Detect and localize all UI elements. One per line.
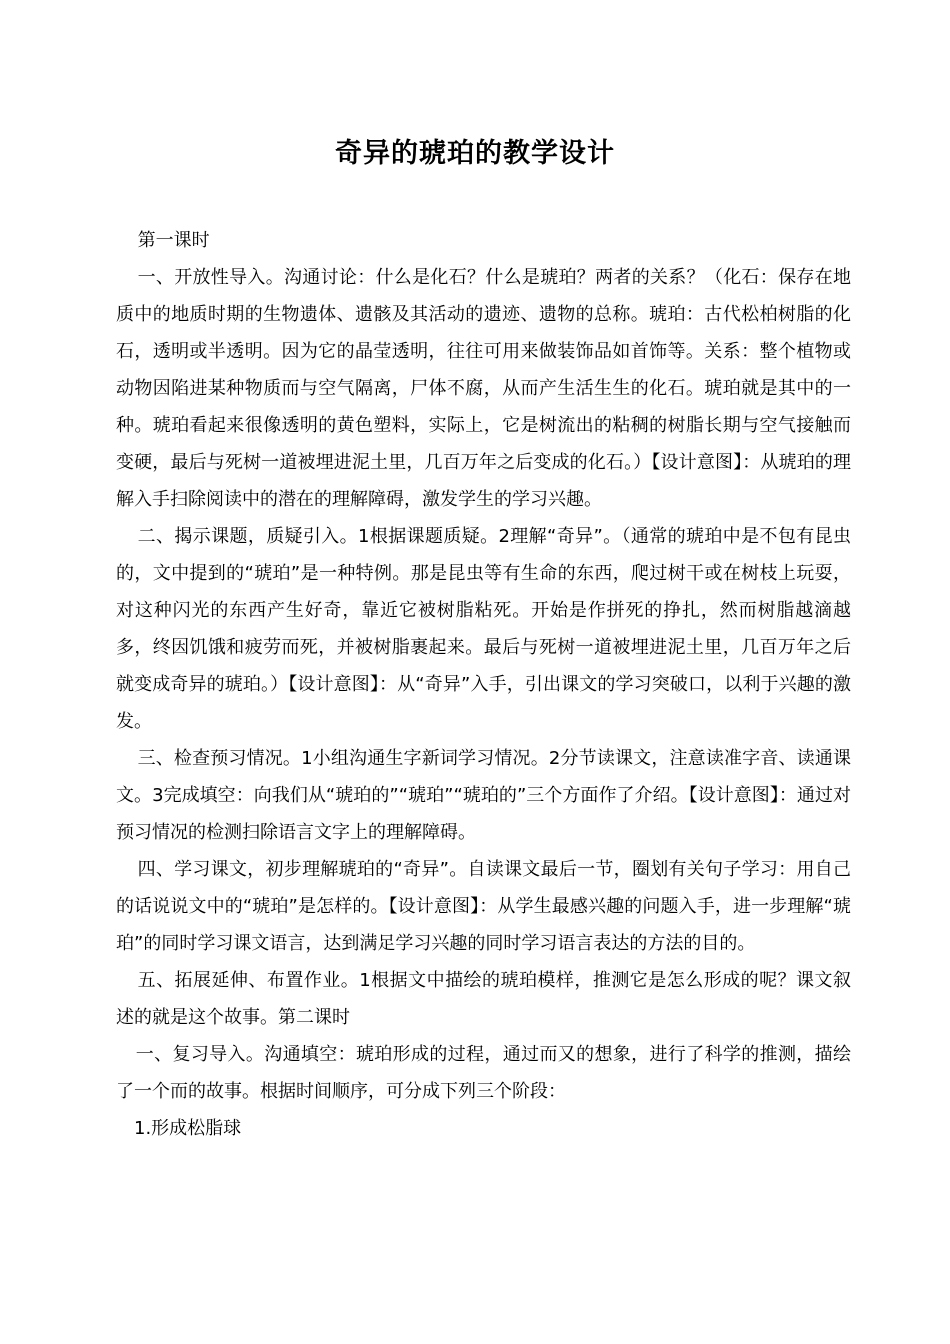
- paragraph-extend-homework: 五、拓展延伸、布置作业。1根据文中描绘的琥珀模样，推测它是怎么形成的呢？课文叙述的就是这个故事。第二课时: [116, 970, 851, 1028]
- paragraph-open-introduction: 一、开放性导入。沟通讨论：什么是化石？什么是琥珀？两者的关系？（化石：保存在地质中的地质时期的生物遗体、遗骸及其活动的遗迹、遗物的总称。琥珀：古代松柏树脂的化石，透明或半透明。因为它的晶莹透明，往往可用来做装饰品如首饰等。关系：整个植物或动物因陷进某种物质而与空气隔离，尸体不腐，从而产生活生生的化石。琥珀就是其中的一种。琥珀看起来很像透明的黄色塑料，实际上，它是树流出的粘稠的树脂长期与空气接触而变硬，最后与死树一道被埋进泥土里，几百万年之后变成的化石。）【设计意图】：从琥珀的理解入手扫除阅读中的潜在的理解障碍，激发学生的学习兴趣。: [116, 267, 851, 510]
- paragraph-review-introduction: 一、复习导入。沟通填空：琥珀形成的过程，通过而又的想象，进行了科学的推测，描绘了一个而的故事。根据时间顺序，可分成下列三个阶段：: [116, 1044, 851, 1102]
- section-heading-first-lesson: 第一课时: [137, 230, 210, 251]
- document-body: [116, 222, 851, 1147]
- document-title: 奇异的琥珀的教学设计: [335, 138, 615, 169]
- paragraph-study-text: 四、学习课文，初步理解琥珀的“奇异”。自读课文最后一节，圈划有关句子学习：用自己的话说说文中的“琥珀”是怎样的。【设计意图】：从学生最感兴趣的问题入手，进一步理解“琥珀”的同时学习课文语言，达到满足学习兴趣的同时学习语言表达的方法的目的。: [116, 859, 851, 954]
- paragraph-reveal-topic: 二、揭示课题，质疑引入。1根据课题质疑。2理解“奇异”。（通常的琥珀中是不包有昆虫的，文中提到的“琥珀”是一种特例。那是昆虫等有生命的东西，爬过树干或在树枝上玩耍，对这种闪光的东西产生好奇，靠近它被树脂粘死。开始是作拼死的挣扎，然而树脂越滴越多，终因饥饿和疲劳而死，并被树脂裹起来。最后与死树一道被埋进泥土里，几百万年之后就变成奇异的琥珀。）【设计意图】：从“奇异”入手，引出课文的学习突破口，以利于兴趣的激发。: [116, 526, 851, 732]
- list-item-stage-one: 1.形成松脂球: [134, 1118, 242, 1139]
- paragraph-check-preview: 三、检查预习情况。1小组沟通生字新词学习情况。2分节读课文，注意读准字音、读通课文。3完成填空：向我们从“琥珀的”“琥珀”“琥珀的”三个方面作了介绍。【设计意图】：通过对预习情况的检测扫除语言文字上的理解障碍。: [116, 748, 851, 843]
